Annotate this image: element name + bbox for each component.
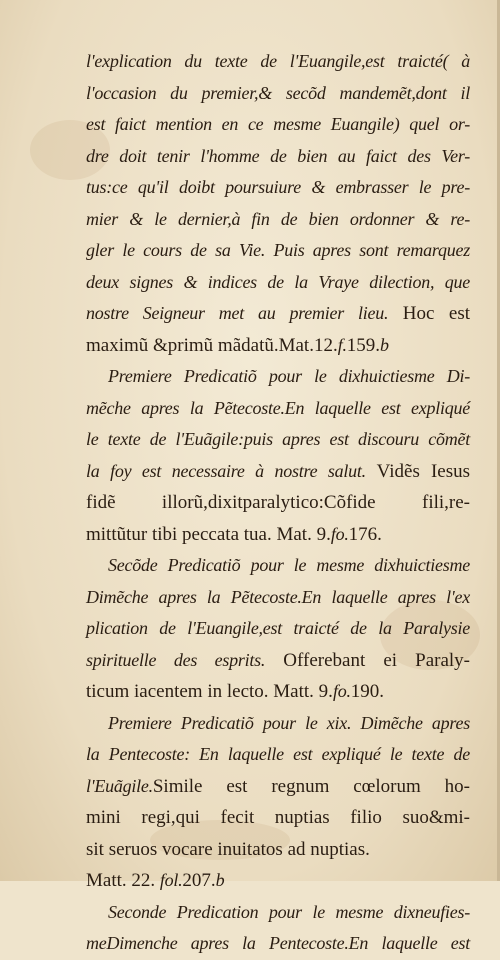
text-line <box>86 771 470 803</box>
italic-text: dre doit tenir l'homme de bien au faict des Ver- <box>86 145 470 166</box>
roman-text: Hoc est <box>388 303 471 324</box>
italic-text: la foy est necessaire à nostre salut. <box>86 460 366 481</box>
roman-text: Offerebant ei Paraly- <box>265 649 470 671</box>
text-line <box>86 204 470 236</box>
text-line <box>86 645 470 677</box>
text-line <box>86 834 470 866</box>
italic-text: Seconde Predication pour le mesme dixneufies- <box>108 901 470 922</box>
italic-text: plication de l'Euangile,est traicté de la Paralysie <box>86 618 470 638</box>
italic-text: la Pentecoste: En laquelle est expliqué le texte de <box>86 744 470 764</box>
roman-text: maximũ &primũ mãdatũ.Mat.12. <box>86 334 338 356</box>
text-line <box>86 172 470 204</box>
text-line <box>86 928 470 960</box>
text-line <box>86 361 470 393</box>
text-line <box>86 487 470 519</box>
italic-text: Premiere Predicatiõ pour le dixhuictiesme Di- <box>108 366 470 386</box>
italic-text: spirituelle des esprits. <box>86 649 266 670</box>
italic-text: Secõde Predicatiõ pour le mesme dixhuictiesme <box>108 555 470 575</box>
text-line <box>86 78 470 110</box>
text-line <box>86 109 470 141</box>
text-line <box>86 141 470 173</box>
italic-text: f. <box>337 334 347 355</box>
roman-text: 207. <box>182 870 216 891</box>
text-line <box>86 330 470 362</box>
italic-text: est faict mention en ce mesme Euangile) quel or- <box>86 114 470 134</box>
text-line <box>86 708 470 740</box>
roman-text: ticum iacentem in lecto. Matt. 9. <box>86 681 333 702</box>
italic-text: b <box>215 870 225 890</box>
text-line <box>86 897 470 929</box>
italic-text: gler le cours de sa Vie. Puis apres sont remarquez <box>86 240 470 260</box>
italic-text: Premiere Predicatiõ pour le xix. Dimẽche apres <box>108 712 470 733</box>
roman-text: 190. <box>350 681 384 702</box>
text-line <box>86 267 470 299</box>
text-line <box>86 46 470 78</box>
italic-text: l'occasion du premier,& secõd mandemẽt,dont il <box>86 82 470 103</box>
italic-text: fo. <box>332 681 351 701</box>
roman-text: 176. <box>348 523 382 545</box>
roman-text: fidẽ illorũ,dixitparalytico:Cõfide fili,re- <box>86 492 470 513</box>
text-line <box>86 802 470 834</box>
text-line <box>86 613 470 645</box>
text-line <box>86 676 470 708</box>
roman-text: sit seruos vocare inuitatos ad nuptias. <box>86 838 370 860</box>
text-line <box>86 519 470 551</box>
italic-text: deux signes & indices de la Vraye dilection, que <box>86 271 470 292</box>
italic-text: fo. <box>330 523 349 544</box>
italic-text: Dimẽche apres la Pẽtecoste.En laquelle apres l'ex <box>86 586 470 607</box>
italic-text: le texte de l'Euãgile:puis apres est discouru cõmẽt <box>86 429 470 449</box>
italic-text: l'Euãgile. <box>86 775 153 796</box>
text-line <box>86 582 470 614</box>
italic-text: nostre Seigneur met au premier lieu. <box>86 303 389 323</box>
text-line <box>86 393 470 425</box>
italic-text: mier & le dernier,à fin de bien ordonner & re- <box>86 208 470 229</box>
text-line <box>86 456 470 488</box>
italic-text: l'explication du texte de l'Euangile,est traicté( à <box>86 51 470 71</box>
roman-text: mittũtur tibi peccata tua. Mat. 9. <box>86 523 331 545</box>
roman-text: Matt. 22. <box>86 870 160 891</box>
text-line <box>86 424 470 456</box>
text-line <box>86 298 470 330</box>
italic-text: b <box>379 334 389 355</box>
text-line <box>86 739 470 771</box>
italic-text: meDimenche apres la Pentecoste.En laquelle est <box>86 933 470 953</box>
roman-text: Simile est regnum cœlorum ho- <box>152 775 470 797</box>
body-text <box>86 46 470 960</box>
roman-text: 159. <box>346 334 380 356</box>
text-line <box>86 235 470 267</box>
italic-text: mẽche apres la Pẽtecoste.En laquelle est expliqué <box>86 397 470 418</box>
italic-text: tus:ce qu'il doibt poursuiure & embrasser le pre- <box>86 177 470 197</box>
text-line <box>86 550 470 582</box>
roman-text: Vidẽs Iesus <box>365 460 470 482</box>
roman-text: mini regi,qui fecit nuptias filio suo&mi- <box>86 807 470 828</box>
italic-text: fol. <box>159 870 183 890</box>
